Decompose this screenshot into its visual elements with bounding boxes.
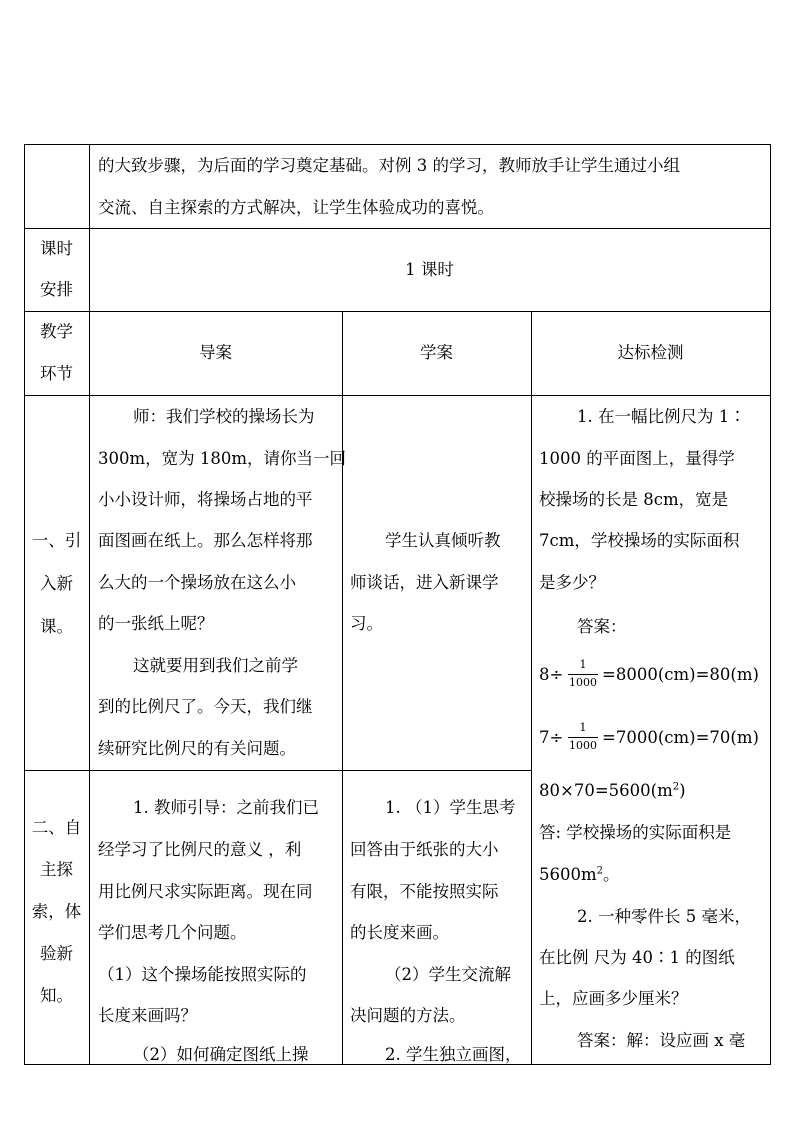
section2-guide-line: 用比例尺求实际距离。现在同 (98, 882, 313, 901)
section1-guide-line: 师：我们学校的操场长为 (133, 407, 315, 426)
section1-guide-line: 到的比例尺了。今天，我们继 (98, 697, 313, 716)
header-guide: 导案 (199, 343, 232, 362)
section1-label-3: 课。 (40, 617, 73, 636)
fraction-2-bar (568, 737, 598, 738)
section2-label-3: 索，体 (31, 902, 82, 921)
section1-label-2: 入新 (40, 574, 73, 593)
header-study: 学案 (420, 343, 453, 362)
row0-line-2: 交流、自主探索的方式解决，让学生体验成功的喜悦。 (98, 198, 494, 217)
section2-guide-line: 1. 教师引导：之前我们已 (133, 798, 319, 817)
page-bottom-margin (0, 1065, 794, 1123)
row0-line-1: 的大致步骤，为后面的学习奠定基础。对例 3 的学习，教师放手让学生通过小组 (98, 156, 680, 175)
section2-guide-line: 长度来画吗？ (98, 1006, 197, 1025)
check-q1-line: 7cm，学校操场的实际面积 (539, 531, 740, 550)
fraction-1-bar (568, 674, 598, 675)
section2-label-2: 主探 (40, 860, 73, 879)
lesson-time-value: 1 课时 (405, 260, 454, 279)
header-check: 达标检测 (617, 343, 684, 362)
teaching-step-label-1: 教学 (40, 322, 73, 341)
section2-study-line: 2. 学生独立画图， (385, 1045, 522, 1064)
col-divider-guide (342, 311, 343, 1065)
equation-2-left: 7÷ (539, 728, 564, 747)
row-divider-1 (24, 228, 771, 229)
section2-guide-line: 学们思考几个问题。 (98, 923, 247, 942)
section2-study-line: （2）学生交流解 (385, 965, 511, 984)
row-divider-4 (24, 770, 532, 771)
lesson-time-label-1: 课时 (40, 239, 73, 258)
section1-guide-line: 的一张纸上呢？ (98, 614, 214, 633)
row-divider-2 (24, 311, 771, 312)
col-divider-label (89, 144, 90, 1065)
check-q1-line: 1000 的平面图上，量得学 (539, 449, 735, 468)
table-border-right (770, 144, 771, 1065)
equation-1-left: 8÷ (539, 665, 564, 684)
check-q1-line: 是多少？ (539, 573, 605, 592)
section2-guide-line: （1）这个操场能按照实际的 (98, 965, 307, 984)
row-divider-3 (24, 395, 771, 396)
check-q2-line: 上，应画多少厘米？ (539, 989, 688, 1008)
check-answer-2: 答案：解：设应画 x 毫 (577, 1031, 746, 1050)
section2-study-line: 回答由于纸张的大小 (350, 840, 499, 859)
check-q2-line: 2. 一种零件长 5 毫米， (577, 907, 751, 926)
section2-label-4: 验新 (40, 944, 73, 963)
fraction-2-numerator: 1 (579, 721, 587, 734)
section2-label-1: 二、自 (31, 818, 82, 837)
section1-guide-line: 么大的一个操场放在这么小 (98, 573, 296, 592)
equation-1-right: =8000(cm)=80(m) (602, 665, 759, 684)
section1-guide-line: 这就要用到我们之前学 (133, 656, 298, 675)
check-q1-line: 1. 在一幅比例尺为 1∶ (577, 407, 746, 426)
section1-study-line: 学生认真倾听教 (385, 531, 501, 550)
check-q1-line: 校操场的长是 8cm，宽是 (539, 490, 729, 509)
section2-guide-line: （2）如何确定图纸上操 (133, 1045, 309, 1064)
section1-guide-line: 面图画在纸上。那么怎样将那 (98, 531, 313, 550)
fraction-1-numerator: 1 (579, 658, 587, 671)
section2-study-line: 有限，不能按照实际 (350, 882, 499, 901)
col-divider-study (531, 311, 532, 1065)
section1-label-1: 一、引 (31, 531, 82, 550)
table-border-top (24, 144, 771, 145)
lesson-time-label-2: 安排 (40, 280, 73, 299)
section2-study-line: 决问题的方法。 (350, 1006, 466, 1025)
check-answer-1a: 答: 学校操场的实际面积是 (539, 823, 732, 842)
check-answer-1b: $5600m^2$。 (539, 865, 620, 884)
section1-study-line: 师谈话，进入新课学 (350, 573, 499, 592)
equation-2-right: =7000(cm)=70(m) (602, 728, 759, 747)
check-answer-label-1: 答案： (577, 617, 627, 636)
fraction-1-denominator: 1000 (569, 676, 597, 689)
section2-study-line: 1. （1）学生思考 (385, 798, 516, 817)
section2-guide-line: 经学习了比例尺的意义 ，利 (98, 840, 302, 859)
teaching-step-label-2: 环节 (40, 364, 73, 383)
section1-study-line: 习。 (350, 614, 383, 633)
section2-label-5: 知。 (40, 986, 73, 1005)
section2-study-line: 的长度来画。 (350, 923, 449, 942)
section1-guide-line: 小小设计师，将操场占地的平 (98, 490, 313, 509)
section1-guide-line: 300m，宽为 180m，请你当一回 (98, 449, 347, 468)
check-q2-line: 在比例 尺为 40∶1 的图纸 (539, 948, 735, 967)
section1-guide-line: 续研究比例尺的有关问题。 (98, 739, 296, 758)
fraction-2-denominator: 1000 (569, 739, 597, 752)
equation-3: $80\times 70=5600(m^2)$ (539, 781, 686, 800)
